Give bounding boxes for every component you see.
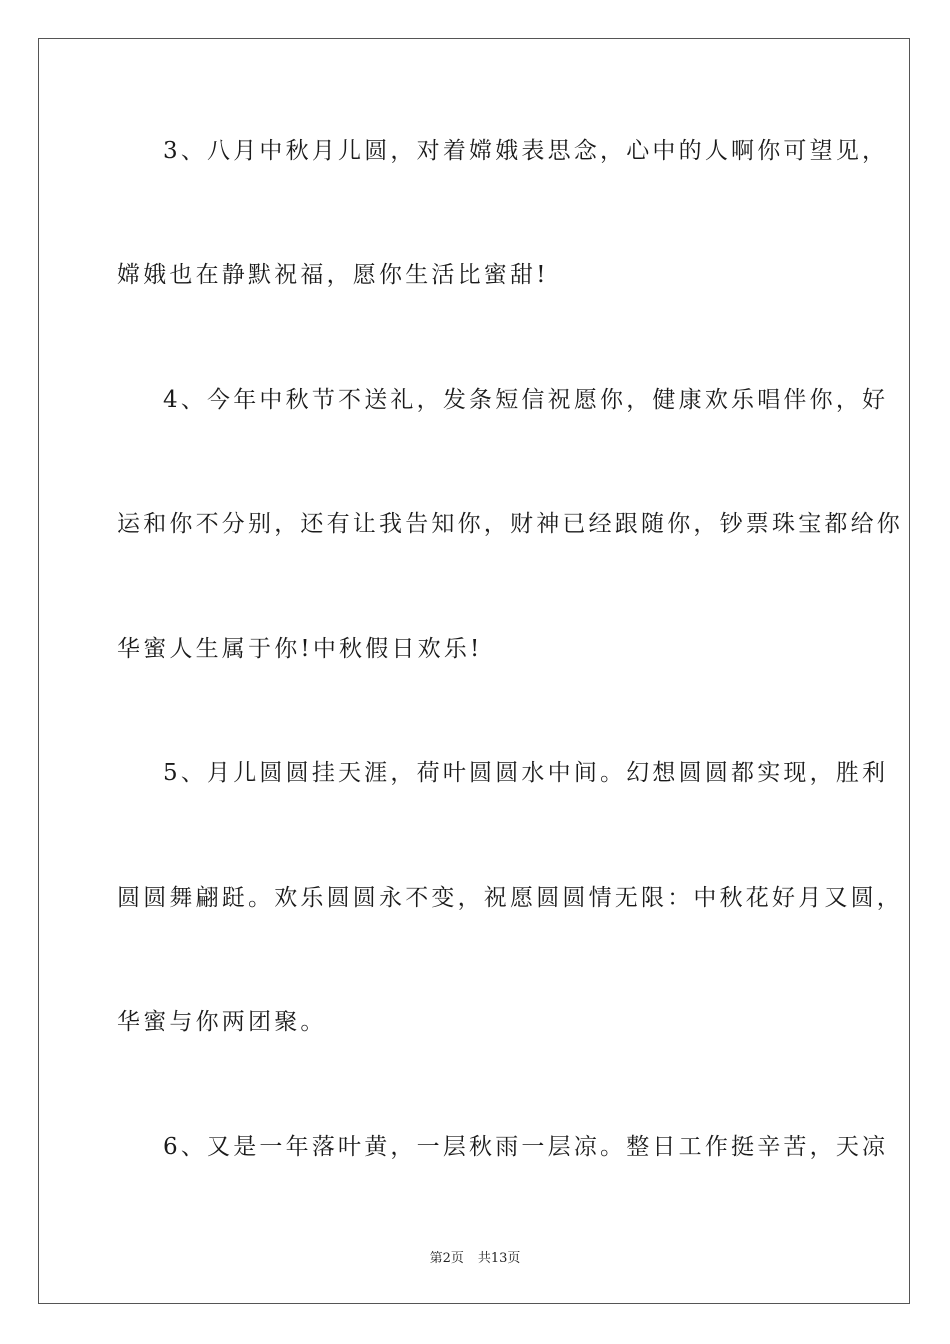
paragraph-4-line-1: 4、今年中秋节不送礼，发条短信祝愿你，健康欢乐唱伴你，好 xyxy=(163,387,889,413)
paragraph-5-line-3: 华蜜与你两团聚。 xyxy=(117,1009,327,1035)
paragraph-3-line-2: 嫦娥也在静默祝福，愿你生活比蜜甜! xyxy=(117,262,549,288)
page-frame xyxy=(38,38,910,1304)
paragraph-4-line-3: 华蜜人生属于你!中秋假日欢乐! xyxy=(117,636,483,662)
page-total: 共13页 xyxy=(477,1251,521,1266)
paragraph-5-line-1: 5、月儿圆圆挂天涯，荷叶圆圆水中间。幻想圆圆都实现，胜利 xyxy=(163,760,889,786)
paragraph-4-line-2: 运和你不分别，还有让我告知你，财神已经跟随你，钞票珠宝都给你 xyxy=(117,511,903,537)
paragraph-6-line-1: 6、又是一年落叶黄，一层秋雨一层凉。整日工作挺辛苦，天凉 xyxy=(163,1134,889,1160)
paragraph-3-line-1: 3、八月中秋月儿圆，对着嫦娥表思念，心中的人啊你可望见， xyxy=(163,138,889,164)
page-footer xyxy=(0,1247,950,1266)
paragraph-5-line-2: 圆圆舞翩跹。欢乐圆圆永不变，祝愿圆圆情无限：中秋花好月又圆， xyxy=(117,885,903,911)
page-number: 第2页 xyxy=(429,1251,464,1266)
